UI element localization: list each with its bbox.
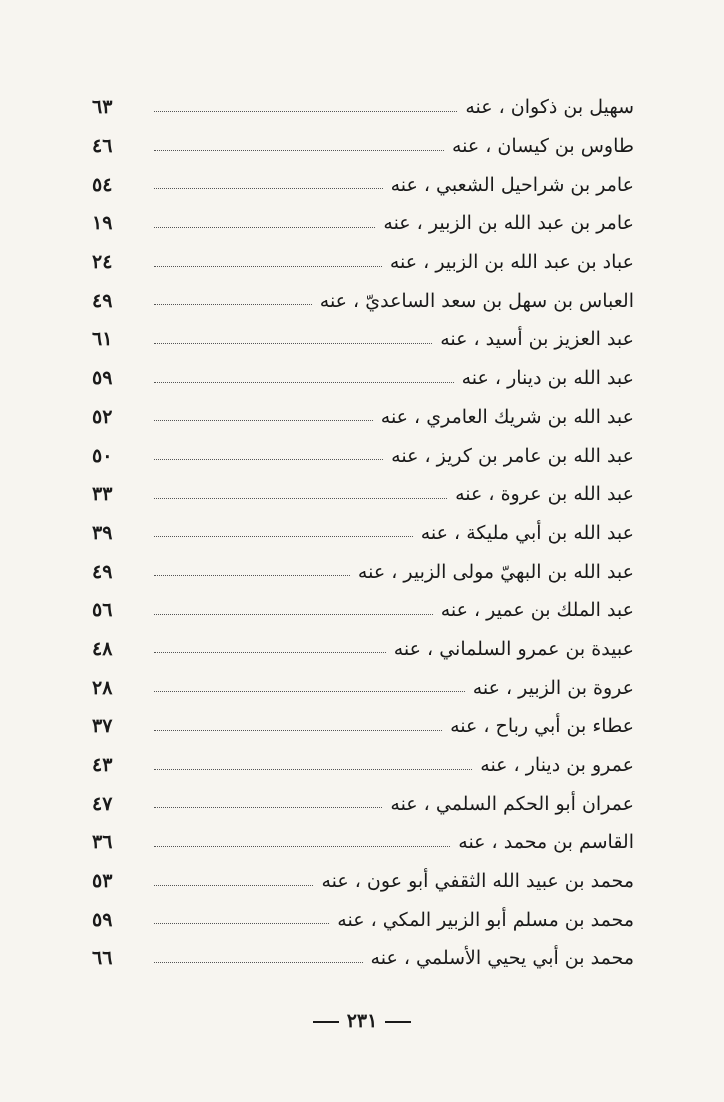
index-entry: [92, 436, 634, 475]
index-entry: [92, 591, 634, 630]
entry-page-number: ٥٩: [92, 908, 113, 931]
entry-name: القاسم بن محمد ، عنه: [458, 831, 634, 854]
entry-name: محمد بن مسلم أبو الزبير المكي ، عنه: [337, 908, 634, 931]
dot-leader: [154, 536, 413, 537]
index-entry: [92, 862, 634, 901]
dot-leader: [154, 885, 313, 886]
dot-leader: [154, 111, 457, 112]
entry-name: عبد الله بن شريك العامري ، عنه: [380, 405, 634, 428]
entry-name: عامر بن شراحيل الشعبي ، عنه: [390, 173, 634, 196]
entry-name: سهيل بن ذكوان ، عنه: [465, 96, 634, 119]
entry-page-number: ٢٨: [92, 676, 113, 699]
entry-name: عبد الله بن دينار ، عنه: [461, 367, 634, 390]
index-entry: [92, 475, 634, 514]
entry-name: عبد الملك بن عمير ، عنه: [440, 599, 634, 622]
index-entry: [92, 359, 634, 398]
index-entry: [92, 900, 634, 939]
entry-page-number: ٥٠: [92, 444, 113, 467]
entry-page-number: ٤٣: [92, 754, 113, 777]
dot-leader: [154, 227, 375, 228]
entry-page-number: ٦١: [92, 328, 113, 351]
entry-name: عبيدة بن عمرو السلماني ، عنه: [393, 637, 634, 660]
entry-page-number: ٥٤: [92, 173, 113, 196]
dot-leader: [154, 730, 442, 731]
entry-page-number: ٦٦: [92, 947, 113, 970]
index-entry: [92, 784, 634, 823]
entry-page-number: ٥٣: [92, 870, 113, 893]
dot-leader: [154, 459, 383, 460]
index-entry: [92, 552, 634, 591]
entry-page-number: ٣٧: [92, 715, 113, 738]
entry-name: عبد الله بن عامر بن كريز ، عنه: [391, 444, 634, 467]
index-entry: [92, 88, 634, 127]
index-entry: [92, 939, 634, 978]
entry-name: محمد بن أبي يحيي الأسلمي ، عنه: [370, 947, 634, 970]
dot-leader: [154, 343, 432, 344]
entry-page-number: ٤٩: [92, 289, 113, 312]
folio-dash-left: [313, 1021, 339, 1023]
index-entry: [92, 165, 634, 204]
dot-leader: [154, 652, 386, 653]
dot-leader: [154, 769, 472, 770]
entry-page-number: ٥٩: [92, 367, 113, 390]
entry-page-number: ٤٧: [92, 792, 113, 815]
dot-leader: [154, 150, 444, 151]
entry-name: عروة بن الزبير ، عنه: [472, 676, 634, 699]
entry-name: عبد الله بن أبي مليكة ، عنه: [420, 521, 634, 544]
entry-page-number: ١٩: [92, 212, 113, 235]
index-entry: [92, 746, 634, 785]
index-entry: [92, 630, 634, 669]
entry-name: طاوس بن كيسان ، عنه: [451, 135, 634, 158]
index-entry: [92, 320, 634, 359]
dot-leader: [154, 691, 465, 692]
entry-name: عبد العزيز بن أسيد ، عنه: [440, 328, 634, 351]
entry-name: عباد بن عبد الله بن الزبير ، عنه: [389, 251, 634, 274]
index-entry: [92, 243, 634, 282]
dot-leader: [154, 382, 454, 383]
entry-page-number: ٥٢: [92, 405, 113, 428]
entry-page-number: ٤٩: [92, 560, 113, 583]
dot-leader: [154, 498, 447, 499]
folio-dash-right: [385, 1021, 411, 1023]
dot-leader: [154, 420, 373, 421]
dot-leader: [154, 846, 450, 847]
index-entry: [92, 281, 634, 320]
dot-leader: [154, 304, 312, 305]
entry-page-number: ٥٦: [92, 599, 113, 622]
dot-leader: [154, 575, 350, 576]
entry-name: عمرو بن دينار ، عنه: [480, 754, 634, 777]
index-entry: [92, 823, 634, 862]
dot-leader: [154, 962, 363, 963]
entry-page-number: ٣٩: [92, 521, 113, 544]
index-entry: [92, 127, 634, 166]
entry-name: العباس بن سهل بن سعد الساعديّ ، عنه: [319, 289, 634, 312]
entry-page-number: ٢٤: [92, 251, 113, 274]
page-number: [0, 1010, 724, 1032]
dot-leader: [154, 266, 382, 267]
folio-number: ٢٣١: [346, 1010, 378, 1032]
entry-page-number: ٣٦: [92, 831, 113, 854]
index-entry: [92, 668, 634, 707]
entry-name: عبد الله بن عروة ، عنه: [455, 483, 634, 506]
entry-name: عطاء بن أبي رباح ، عنه: [450, 715, 634, 738]
entry-name: محمد بن عبيد الله الثقفي أبو عون ، عنه: [321, 870, 634, 893]
entry-page-number: ٦٣: [92, 96, 113, 119]
dot-leader: [154, 923, 329, 924]
index-list: [92, 88, 634, 978]
entry-name: عبد الله بن البهيّ مولى الزبير ، عنه: [357, 560, 634, 583]
entry-page-number: ٣٣: [92, 483, 113, 506]
dot-leader: [154, 614, 433, 615]
entry-page-number: ٤٦: [92, 135, 113, 158]
entry-name: عمران أبو الحكم السلمي ، عنه: [390, 792, 634, 815]
index-entry: [92, 204, 634, 243]
entry-page-number: ٤٨: [92, 637, 113, 660]
entry-name: عامر بن عبد الله بن الزبير ، عنه: [383, 212, 634, 235]
dot-leader: [154, 807, 382, 808]
index-entry: [92, 514, 634, 553]
index-entry: [92, 398, 634, 437]
dot-leader: [154, 188, 383, 189]
index-entry: [92, 707, 634, 746]
